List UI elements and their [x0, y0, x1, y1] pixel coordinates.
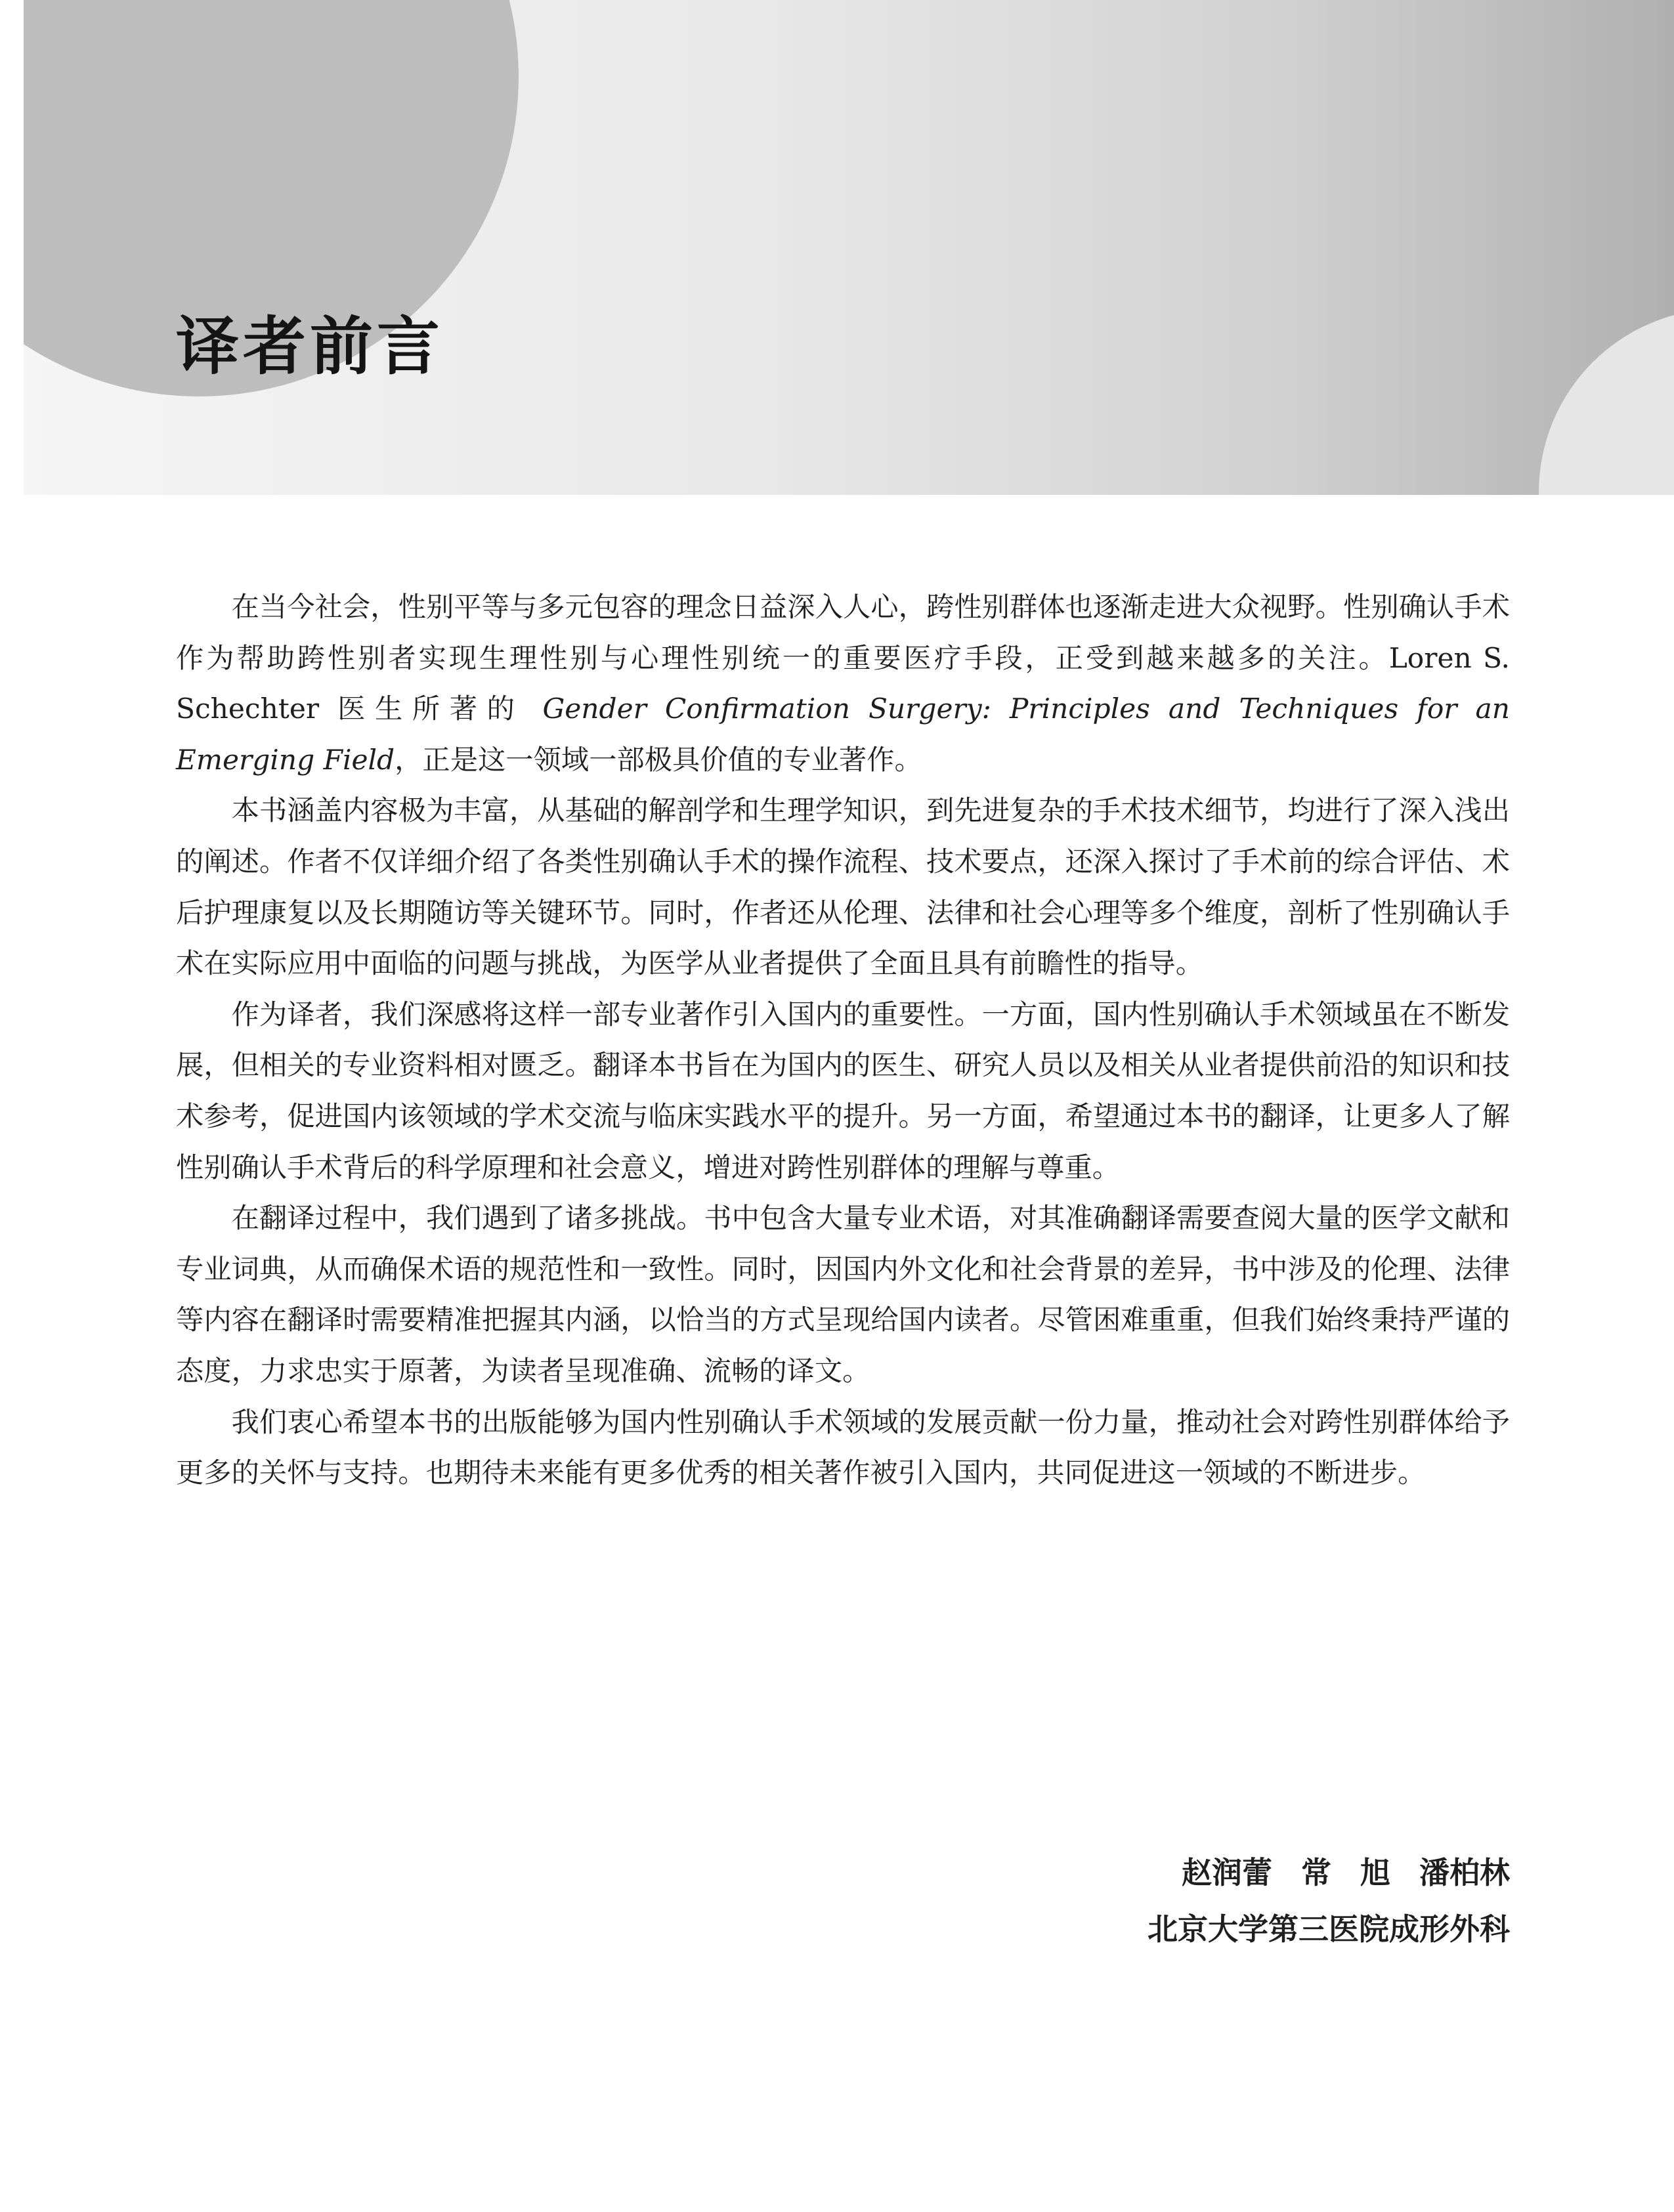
signature-block [1148, 1844, 1510, 1957]
page-title: 译者前言 [176, 309, 444, 383]
translator-names: 赵润蕾 常 旭 潘柏林 [1181, 1855, 1510, 1890]
paragraph-1 [176, 582, 1510, 785]
paragraph-2: 本书涵盖内容极为丰富，从基础的解剖学和生理学知识，到先进复杂的手术技术细节，均进行了深入浅出的阐述。作者不仅详细介绍了各类性别确认手术的操作流程、技术要点，还深入探讨了手术前的综合评估、术后护理康复以及长期随访等关键环节。同时，作者还从伦理、法律和社会心理等多个维度，剖析了性别确认手术在实际应用中面临的问题与挑战，为医学从业者提供了全面且具有前瞻性的指导。 [176, 794, 1510, 980]
header-band [24, 0, 1674, 495]
decorative-circle-small [1539, 308, 1674, 495]
paragraph-3: 作为译者，我们深感将这样一部专业著作引入国内的重要性。一方面，国内性别确认手术领域虽在不断发展，但相关的专业资料相对匮乏。翻译本书旨在为国内的医生、研究人员以及相关从业者提供前沿的知识和技术参考，促进国内该领域的学术交流与临床实践水平的提升。另一方面，希望通过本书的翻译，让更多人了解性别确认手术背后的科学原理和社会意义，增进对跨性别群体的理解与尊重。 [176, 998, 1510, 1183]
paragraph-5: 我们衷心希望本书的出版能够为国内性别确认手术领域的发展贡献一份力量，推动社会对跨性别群体给予更多的关怀与支持。也期待未来能有更多优秀的相关著作被引入国内，共同促进这一领域的不断进步。 [176, 1405, 1510, 1489]
translator-affiliation: 北京大学第三医院成形外科 [1148, 1911, 1510, 1947]
preface-body [176, 582, 1510, 1499]
paragraph-1-text-b: ，正是这一领域一部极具价值的专业著作。 [395, 743, 922, 776]
paragraph-4: 在翻译过程中，我们遇到了诸多挑战。书中包含大量专业术语，对其准确翻译需要查阅大量的医学文献和专业词典，从而确保术语的规范性和一致性。同时，因国内外文化和社会背景的差异，书中涉及的伦理、法律等内容在翻译时需要精准把握其内涵，以恰当的方式呈现给国内读者。尽管困难重重，但我们始终秉持严谨的态度，力求忠实于原著，为读者呈现准确、流畅的译文。 [176, 1202, 1510, 1387]
book-title: Gender Confirmation Surgery: Principles and Techniques for an Emerging Field [176, 692, 1510, 776]
paragraph-1-text-a: 在当今社会，性别平等与多元包容的理念日益深入人心，跨性别群体也逐渐走进大众视野。性别确认手术作为帮助跨性别者实现生理性别与心理性别统一的重要医疗手段，正受到越来越多的关注。Loren S. Schechter 医生所著的 [176, 591, 1510, 725]
